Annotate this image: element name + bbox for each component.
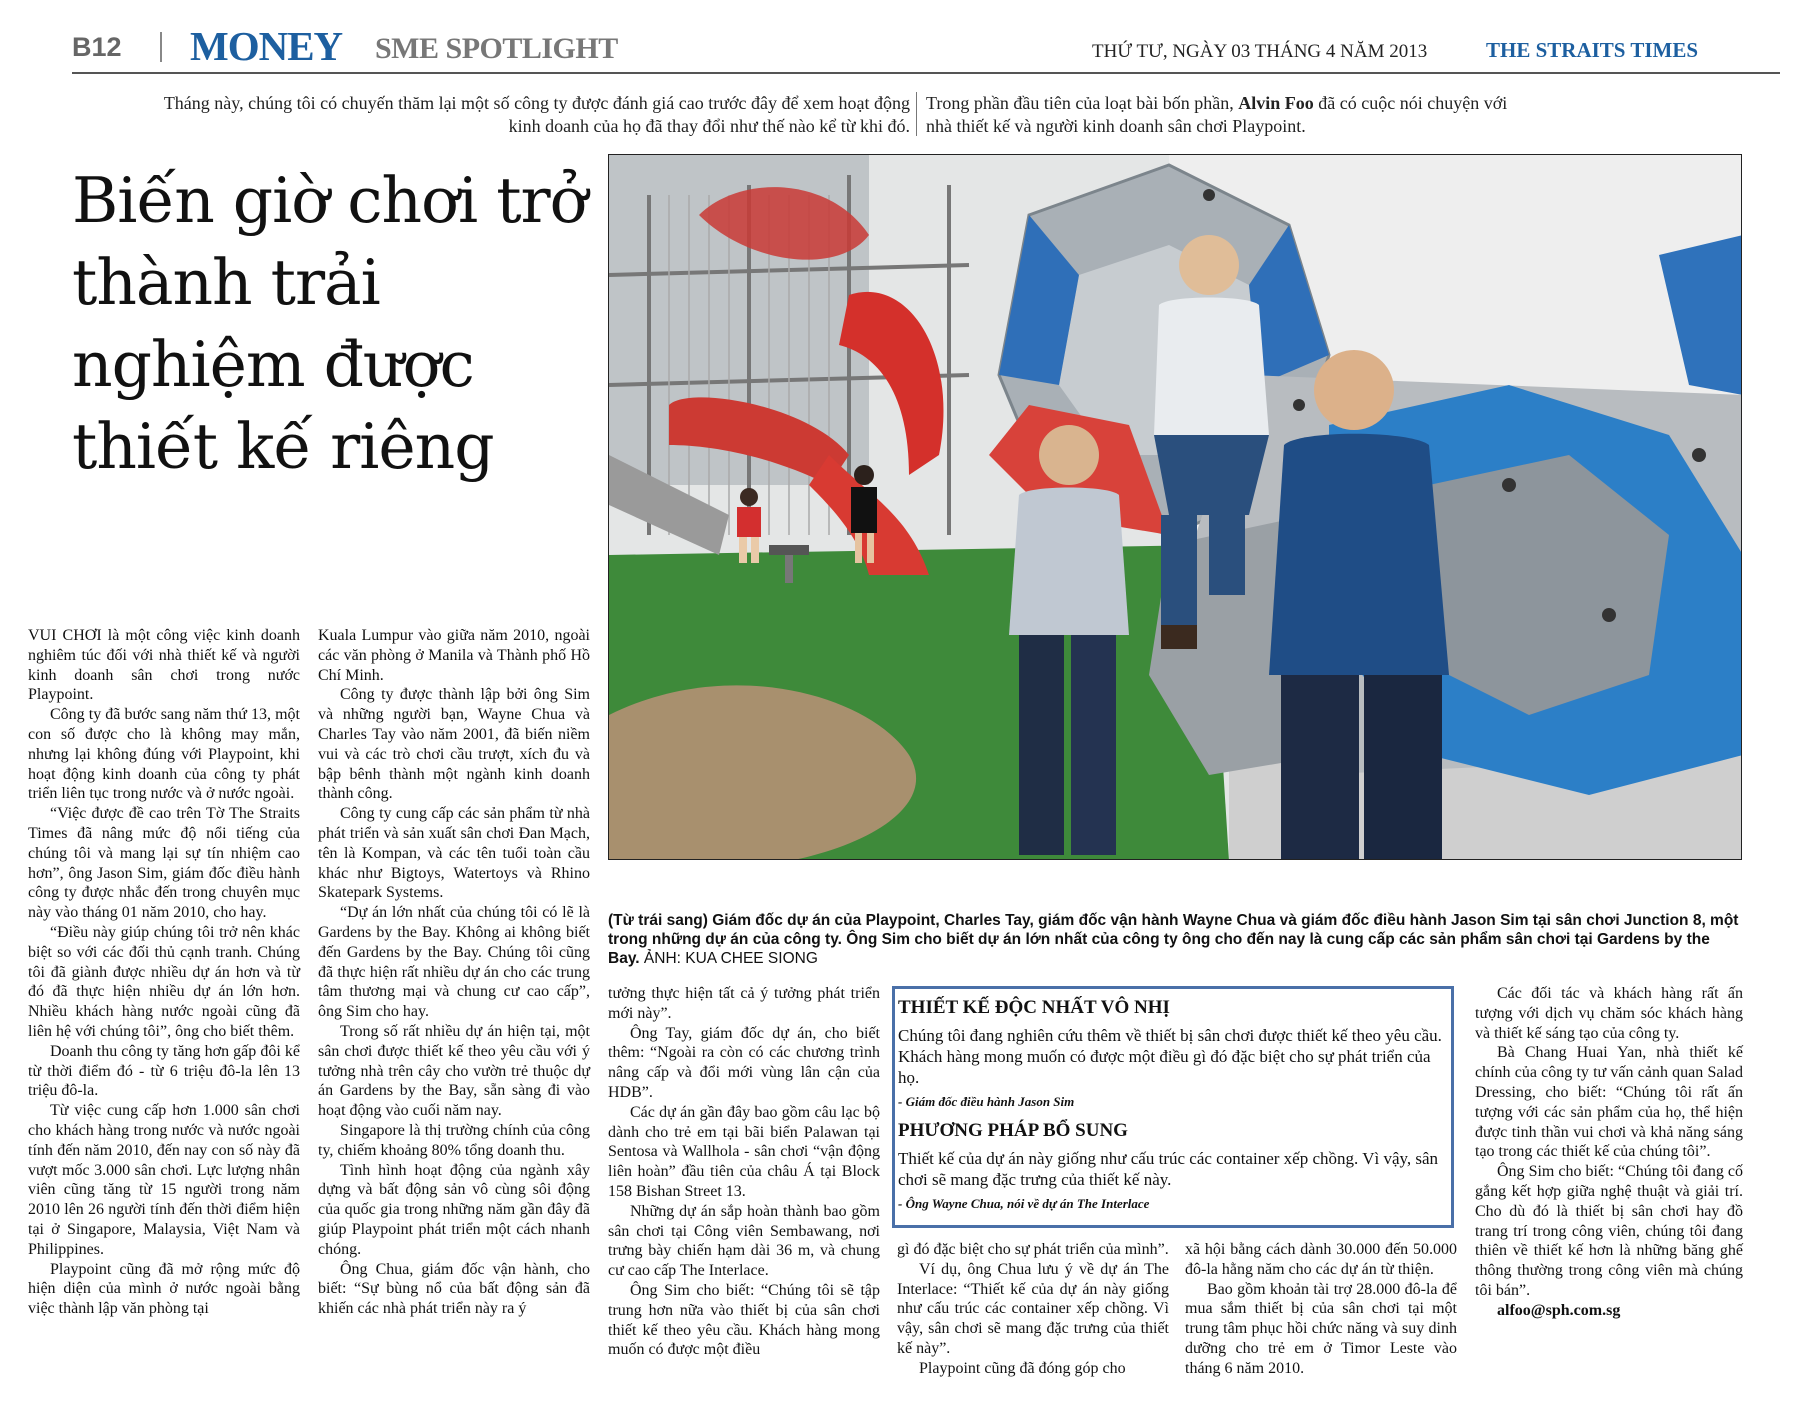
paragraph: Công ty đã bước sang năm thứ 13, một con số được cho là không may mắn, nhưng lại không đúng với Playpoint, khi hoạt động kinh doanh của công ty phát triển liên tục trong nước và ở nước ngoài. bbox=[28, 706, 300, 803]
paragraph: xã hội bằng cách dành 30.000 đến 50.000 đô-la hằng năm cho các dự án từ thiện. bbox=[1185, 1241, 1457, 1278]
paragraph: Playpoint cũng đã đóng góp cho bbox=[919, 1359, 1126, 1377]
paragraph: Playpoint cũng đã mở rộng mức độ hiện diện của mình ở nước ngoài bằng việc thành lập văn phòng tại bbox=[28, 1260, 300, 1318]
paragraph: Từ việc cung cấp hơn 1.000 sân chơi cho khách hàng trong nước và nước ngoài tính đến năm 2010, đến nay con số này đã vượt mốc 3.000 sân chơi. Lực lượng nhân viên cũng tăng từ 15 người trong năm 2010 lên 26 người tính đến thời điểm hiện tại ở Singapore, Malaysia, Việt Nam và Philippines. bbox=[28, 1102, 300, 1258]
paragraph: Các đối tác và khách hàng rất ấn tượng với dịch vụ chăm sóc khách hàng và thiết kế sáng tạo của công ty. bbox=[1475, 985, 1743, 1042]
deck-divider bbox=[916, 92, 917, 136]
paragraph: Tình hình hoạt động của ngành xây dựng và bất động sản vô cùng sôi động của quốc gia trong những năm gần đây đã giúp Playpoint phát triển một cách nhanh chóng. bbox=[318, 1161, 590, 1258]
sidebar-attribution-1: - Giám đốc điều hành Jason Sim bbox=[898, 1094, 1075, 1109]
headline: Biến giờ chơi trở thành trải nghiệm được thiết kế riêng bbox=[72, 164, 587, 483]
playground-photo-illustration bbox=[609, 155, 1742, 860]
paragraph: Ví dụ, ông Chua lưu ý về dự án The Interlace: “Thiết kế của dự án này giống như cấu trúc các container xếp chồng. Vì vậy, sân chơi sẽ mang đặc trưng của thiết kế này”. bbox=[897, 1260, 1169, 1357]
intro-deck-left: Tháng này, chúng tôi có chuyến thăm lại một số công ty được đánh giá cao trước đây để xem hoạt động kinh doanh của họ đã thay đổi như thế nào kể từ khi đó. bbox=[163, 93, 910, 136]
paragraph: Bao gồm khoản tài trợ 28.000 đô-la để mua sắm thiết bị của sân chơi tại một trung tâm phục hồi chức năng và suy dinh dưỡng cho trẻ em ở Timor Leste vào tháng 6 năm 2010. bbox=[1185, 1280, 1457, 1377]
body-column-3 bbox=[608, 984, 880, 1360]
sidebar-heading-1: THIẾT KẾ ĐỘC NHẤT VÔ NHỊ bbox=[898, 997, 1170, 1018]
intro-deck-right bbox=[926, 92, 1526, 138]
masthead bbox=[72, 22, 1780, 74]
paragraph: Doanh thu công ty tăng hơn gấp đôi kể từ thời điểm đó - từ 6 triệu đô-la lên 13 triệu đô-la. bbox=[28, 1042, 300, 1100]
author-name: Alvin Foo bbox=[1238, 93, 1314, 113]
paragraph: Trong số rất nhiều dự án hiện tại, một sân chơi được thiết kế theo yêu cầu với ý tưởng nhà trên cây cho vườn trẻ thuộc dự án Gardens by the Bay, sẵn sàng đi vào hoạt động vào cuối năm nay. bbox=[318, 1022, 590, 1120]
paragraph: gì đó đặc biệt cho sự phát triển của mình”. bbox=[897, 1241, 1169, 1258]
paragraph: Các dự án gần đây bao gồm câu lạc bộ dành cho trẻ em tại bãi biển Palawan tại Sentosa và Wallhola - sân chơi “vận động liên hoàn” đầu tiên của châu Á tại Block 158 Bishan Street 13. bbox=[608, 1103, 880, 1200]
paragraph: Công ty cung cấp các sản phẩm từ nhà phát triển và sản xuất sân chơi Đan Mạch, tên là Kompan, và các tên tuổi toàn cầu khác như Bigtoys, Watertoys và Rhino Skatepark Systems. bbox=[318, 805, 590, 902]
author-email[interactable]: alfoo@sph.com.sg bbox=[1497, 1301, 1621, 1319]
paragraph: Ông Tay, giám đốc dự án, cho biết thêm: “Ngoài ra còn có các chương trình nâng cấp và đổi mới vùng lân cận của HDB”. bbox=[608, 1024, 880, 1101]
article-photo bbox=[608, 154, 1742, 860]
paragraph: Ông Sim cho biết: “Chúng tôi đang cố gắng kết hợp giữa nghệ thuật và giải trí. Cho dù đó là thiết bị sân chơi hay đồ trang trí trong công viên, chúng tôi đang thiên về thiết kế hơn là những băng ghế thông thường trong công viên mà chúng tôi bán”. bbox=[1475, 1163, 1743, 1299]
photo-credit: ẢNH: KUA CHEE SIONG bbox=[643, 950, 818, 967]
newspaper-name: THE STRAITS TIMES bbox=[1486, 38, 1699, 62]
sidebar-quote-1: Chúng tôi đang nghiên cứu thêm về thiết bị sân chơi được thiết kế theo yêu cầu. Khách hàng mong muốn có được một điều gì đó đặc biệt cho sự phát triển của họ. bbox=[898, 1026, 1442, 1087]
paragraph: “Việc được đề cao trên Tờ The Straits Times đã nâng mức độ nổi tiếng của chúng tôi và mang lại sự tín nhiệm cao hơn”, ông Jason Sim, giám đốc điều hành công ty được nhắc đến trong chuyên mục này vào tháng 01 năm 2010, cho hay. bbox=[28, 805, 300, 922]
paragraph: Những dự án sắp hoàn thành bao gồm sân chơi tại Công viên Sembawang, nơi trưng bày chiến hạm dài 36 m, và chung cư cao cấp The Interlace. bbox=[608, 1202, 880, 1280]
paragraph: Công ty được thành lập bởi ông Sim và những người bạn, Wayne Chua và Charles Tay vào năm 2001, đã biến niềm vui và các trò chơi cầu trượt, xích đu và bập bênh thành một ngành kinh doanh thành công. bbox=[318, 686, 590, 803]
subsection-title: SME SPOTLIGHT bbox=[375, 32, 618, 65]
sidebar-quote-box bbox=[892, 986, 1454, 1228]
paragraph: Singapore là thị trường chính của công ty, chiếm khoảng 80% tổng doanh thu. bbox=[318, 1121, 590, 1159]
page-number: B12 bbox=[72, 32, 122, 62]
paragraph: Kuala Lumpur vào giữa năm 2010, ngoài các văn phòng ở Manila và Thành phố Hồ Chí Minh. bbox=[318, 627, 590, 684]
body-column-5 bbox=[1185, 1240, 1457, 1379]
paragraph: “Điều này giúp chúng tôi trở nên khác biệt so với các đối thủ cạnh tranh. Chúng tôi đã giành được nhiều dự án hơn và từ đó đã thực hiện nhiều dự án lớn hơn. Nhiều khách hàng nước ngoài cũng đã liên hệ với chúng tôi”, ông cho biết thêm. bbox=[28, 923, 300, 1040]
paragraph: VUI CHƠI là một công việc kinh doanh nghiêm túc đối với nhà thiết kế và người kinh doanh sân chơi trong nước Playpoint. bbox=[28, 627, 300, 704]
body-column-2 bbox=[318, 626, 590, 1319]
deck-right-after: đã có cuộc nói chuyện với nhà thiết kế và người kinh doanh sân chơi Playpoint. bbox=[926, 93, 1508, 136]
body-column-4 bbox=[897, 1240, 1169, 1379]
sidebar-heading-2: PHƯƠNG PHÁP BỔ SUNG bbox=[898, 1120, 1128, 1141]
deck-right-before: Trong phần đầu tiên của loạt bài bốn phần, bbox=[926, 93, 1239, 113]
body-column-6 bbox=[1475, 984, 1743, 1321]
section-title: MONEY bbox=[190, 23, 343, 69]
paragraph: tưởng thực hiện tất cả ý tưởng phát triển mới này”. bbox=[608, 985, 880, 1022]
photo-caption bbox=[608, 911, 1742, 968]
paragraph: “Dự án lớn nhất của chúng tôi có lẽ là Gardens by the Bay. Không ai không biết đến Gardens by the Bay. Chúng tôi cũng đã thực hiện rất nhiều dự án cho các trung tâm thương mại và chung cư cao cấp”, ông Sim cho hay. bbox=[318, 904, 590, 1021]
issue-date: THỨ TƯ, NGÀY 03 THÁNG 4 NĂM 2013 bbox=[1092, 41, 1428, 62]
paragraph: Ông Sim cho biết: “Chúng tôi sẽ tập trung hơn nữa vào thiết bị của sân chơi thiết kế theo yêu cầu. Khách hàng mong muốn có được một điều bbox=[608, 1281, 880, 1359]
paragraph: Ông Chua, giám đốc vận hành, cho biết: “Sự bùng nổ của bất động sản đã khiến các nhà phát triển này ra ý bbox=[318, 1260, 590, 1318]
sidebar-attribution-2: - Ông Wayne Chua, nói về dự án The Interlace bbox=[898, 1196, 1150, 1211]
sidebar-quote-2: Thiết kế của dự án này giống như cấu trúc các container xếp chồng. Vì vậy, sân chơi sẽ mang đặc trưng của thiết kế này. bbox=[898, 1149, 1439, 1189]
caption-text: (Từ trái sang) Giám đốc dự án của Playpoint, Charles Tay, giám đốc vận hành Wayne Chua và giám đốc điều hành Jason Sim tại sân chơi Junction 8, một trong những dự án của công ty. Ông Sim cho biết dự án lớn nhất của công ty ông cho đến nay là cung cấp các sản phẩm sân chơi tại Gardens by the Bay. bbox=[608, 912, 1739, 967]
body-column-1 bbox=[28, 626, 300, 1319]
masthead-divider bbox=[160, 32, 162, 62]
paragraph: Bà Chang Huai Yan, nhà thiết kế chính của công ty tư vấn cảnh quan Salad Dressing, cho biết: “Chúng tôi rất ấn tượng với các sản phẩm của họ, thể hiện được tinh thần vui chơi và khả năng sáng tạo trong các thiết kế của chúng tôi”. bbox=[1475, 1044, 1743, 1161]
